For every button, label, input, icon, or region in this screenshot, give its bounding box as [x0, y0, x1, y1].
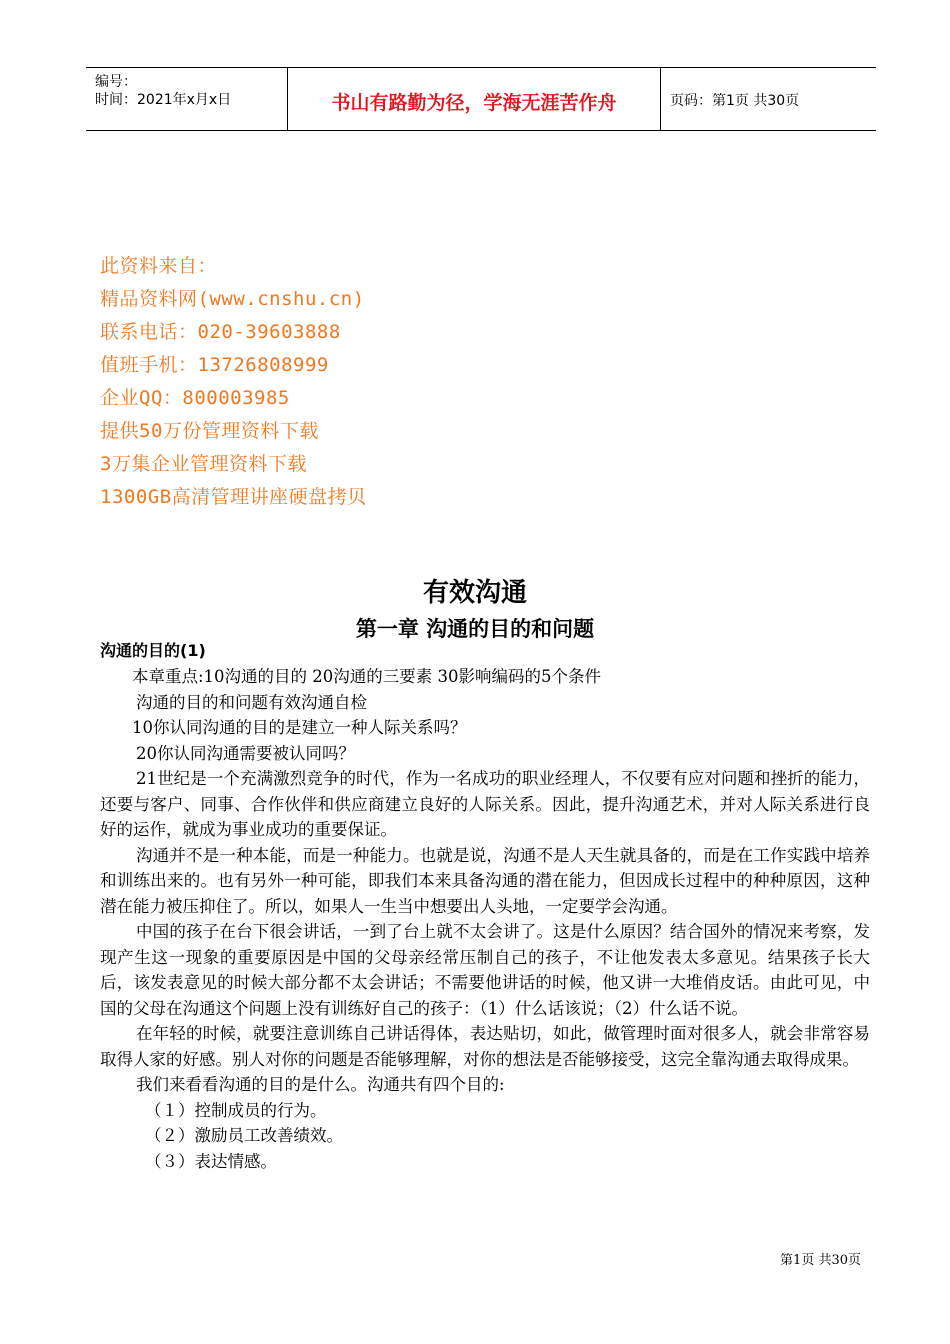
header-motto: 书山有路勤为径，学海无涯苦作舟	[331, 92, 617, 114]
promo-line: 3万集企业管理资料下载	[100, 453, 307, 475]
body-paragraph: 沟通的目的和问题有效沟通自检	[136, 692, 367, 712]
body-paragraph: 我们来看看沟通的目的是什么。沟通共有四个目的:	[136, 1075, 505, 1094]
promo-line: 值班手机：13726808999	[100, 354, 329, 376]
promo-line: 1300GB高清管理讲座硬盘拷贝	[100, 486, 367, 508]
promo-line: 联系电话：020-39603888	[100, 321, 341, 343]
header-page-cell	[660, 68, 876, 130]
list-item: （２）激励员工改善绩效。	[145, 1126, 343, 1145]
time-label: 时间：2021年x月x日	[95, 92, 232, 108]
number-label: 编号：	[95, 74, 137, 90]
header-motto-cell	[287, 68, 661, 130]
document-title: 有效沟通	[422, 578, 527, 608]
section-heading: 沟通的目的(1)	[100, 641, 206, 660]
chapter-heading: 第一章 沟通的目的和问题	[355, 617, 595, 641]
body-paragraph: 中国的孩子在台下很会讲话，一到了台上就不太会讲了。这是什么原因？结合国外的情况来考察，发现产生这一现象的重要原因是中国的父母亲经常压制自己的孩子，不让他发表太多意见。结果孩子长大后，该发表意见的时候大部分都不太会讲话；不需要他讲话的时候，他又讲一大堆俏皮话。由此可见，中国的父母在沟通这个问题上没有训练好自己的孩子：（1）什么话该说；（2）什么话不说。	[100, 922, 870, 1018]
header-meta-cell	[86, 68, 287, 130]
body-paragraph: 10你认同沟通的目的是建立一种人际关系吗？	[132, 718, 467, 737]
promo-line: 精品资料网(www.cnshu.cn)	[100, 288, 365, 310]
promo-block	[100, 250, 367, 514]
body-paragraph: 在年轻的时候，就要注意训练自己讲话得体，表达贴切，如此，做管理时面对很多人，就会非常容易取得人家的好感。别人对你的问题是否能够理解，对你的想法是否能够接受，这完全靠沟通去取得成果。	[100, 1024, 870, 1069]
list-item: （１）控制成员的行为。	[145, 1100, 327, 1120]
promo-line: 企业QQ：800003985	[100, 387, 290, 409]
document-body	[100, 664, 870, 1174]
header-page-number: 页码：第1页 共30页	[670, 93, 800, 109]
document-header	[86, 67, 876, 131]
promo-line: 此资料来自：	[100, 255, 218, 277]
body-paragraph: 沟通并不是一种本能，而是一种能力。也就是说，沟通不是人天生就具备的，而是在工作实践中培养和训练出来的。也有另外一种可能，即我们本来具备沟通的潜在能力，但因成长过程中的种种原因，这种潜在能力被压抑住了。所以，如果人一生当中想要出人头地，一定要学会沟通。	[100, 845, 870, 916]
body-paragraph: 21世纪是一个充满激烈竞争的时代，作为一名成功的职业经理人，不仅要有应对问题和挫折的能力，还要与客户、同事、合作伙伴和供应商建立良好的人际关系。因此，提升沟通艺术，并对人际关系进行良好的运作，就成为事业成功的重要保证。	[100, 769, 870, 839]
body-paragraph: 本章重点:10沟通的目的 20沟通的三要素 30影响编码的5个条件	[132, 667, 602, 686]
page-footer: 第1页 共30页	[780, 1253, 861, 1268]
promo-line: 提供50万份管理资料下载	[100, 420, 319, 442]
body-paragraph: 20你认同沟通需要被认同吗？	[136, 743, 355, 763]
list-item: （３）表达情感。	[145, 1151, 277, 1171]
